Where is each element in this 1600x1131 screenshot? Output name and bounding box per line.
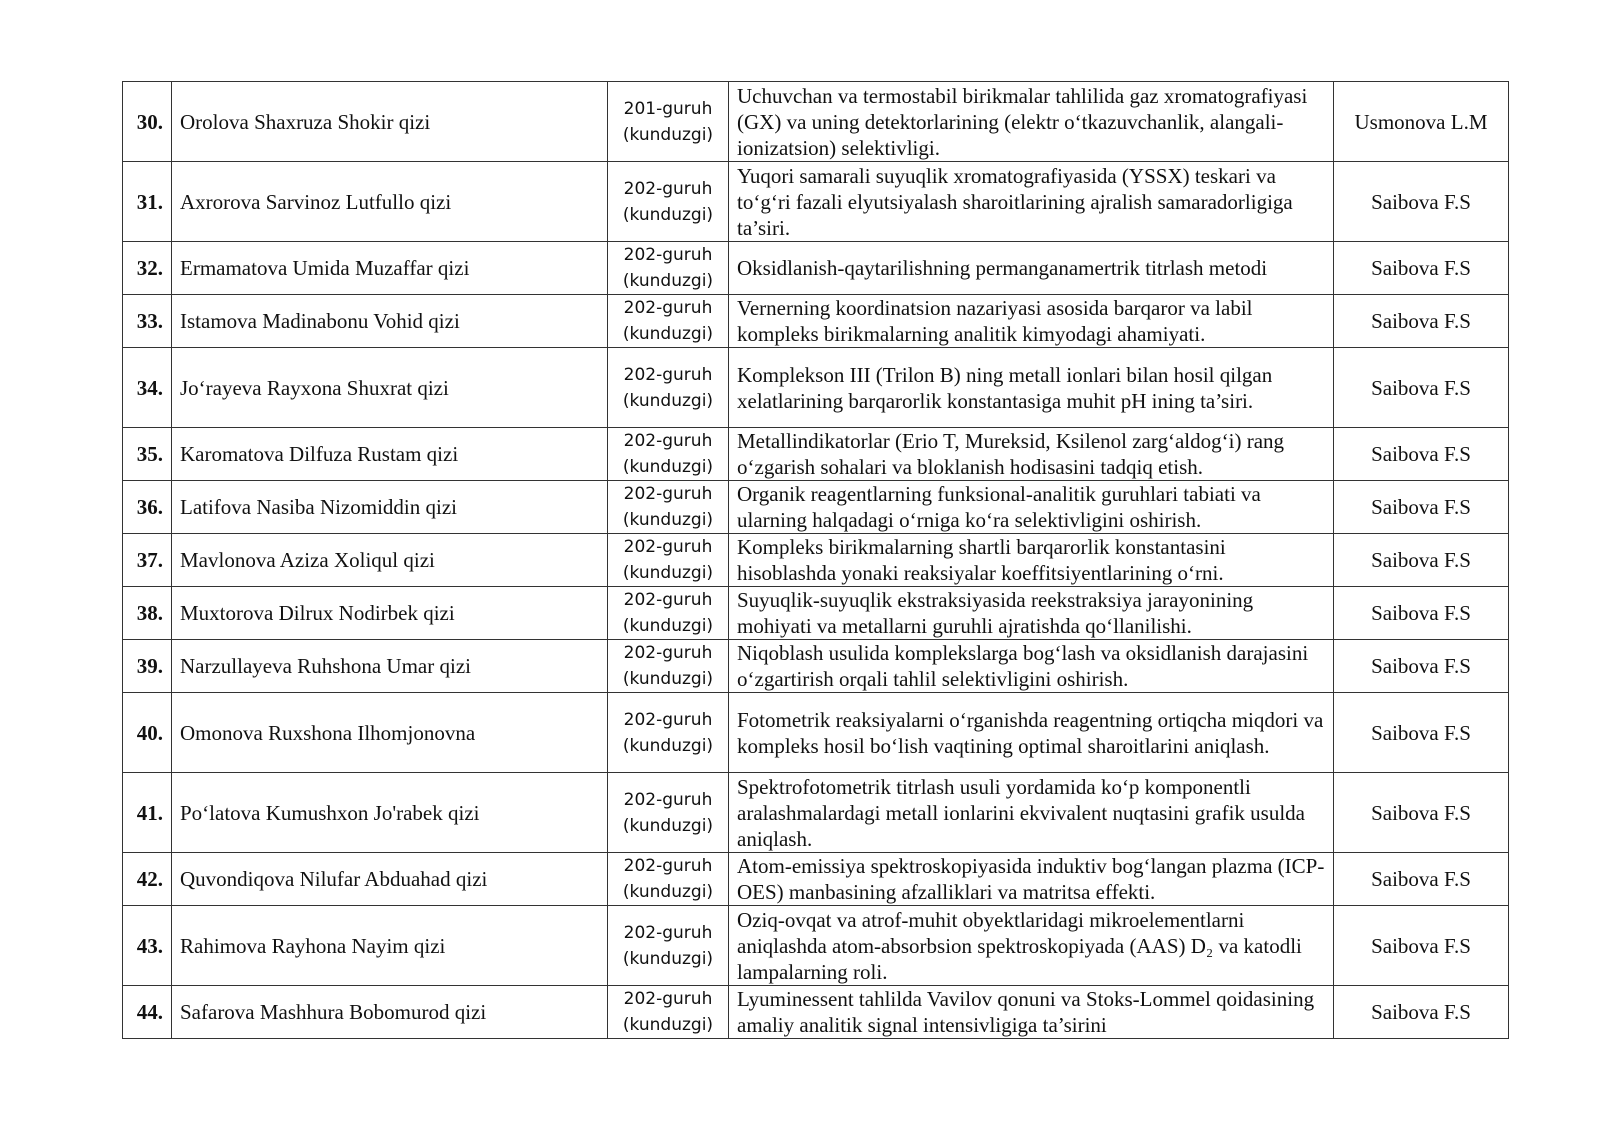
row-number: 34.: [123, 348, 172, 428]
supervisor-name: Usmonova L.M: [1334, 82, 1509, 162]
thesis-topic: Niqoblash usulida komplekslarga bog‘lash va oksidlanish darajasini o‘zgartirish orqali tahlil selektivligini oshirish.: [729, 640, 1334, 693]
thesis-topic: Fotometrik reaksiyalarni o‘rganishda reagentning ortiqcha miqdori va kompleks hosil bo‘lish vaqtining optimal sharoitlarini aniqlash.: [729, 693, 1334, 773]
student-name: Rahimova Rayhona Nayim qizi: [172, 906, 608, 986]
student-name: Ermamatova Umida Muzaffar qizi: [172, 242, 608, 295]
table-row: [123, 162, 1509, 242]
group-cell: [608, 242, 729, 295]
group-label: 201-guruh: [623, 98, 713, 119]
group-cell: [608, 428, 729, 481]
group-label: 202-guruh: [623, 590, 713, 610]
group-label: 202-guruh: [623, 484, 713, 504]
thesis-topic: Yuqori samarali suyuqlik xromatografiyasida (YSSX) teskari va to‘g‘ri fazali elyutsiyalash sharoitlarining ajralish samaradorligiga ta’siri.: [729, 162, 1334, 242]
group-cell: [608, 348, 729, 428]
row-number: 41.: [123, 773, 172, 853]
table-row: [123, 773, 1509, 853]
thesis-topic: Oksidlanish-qaytarilishning permanganamertrik titrlash metodi: [729, 242, 1334, 295]
thesis-topic: Oziq-ovqat va atrof-muhit obyektlaridagi mikroelementlarni aniqlashda atom-absorbsion spektroskopiyada (AAS) D₂ va katodli lampalarning roli.: [729, 906, 1334, 986]
group-label: 202-guruh: [623, 922, 713, 943]
supervisor-name: Saibova F.S: [1334, 534, 1509, 587]
study-mode: (kunduzgi): [622, 948, 714, 969]
group-cell: [608, 534, 729, 587]
student-name: Axrorova Sarvinoz Lutfullo qizi: [172, 162, 608, 242]
thesis-topic: Spektrofotometrik titrlash usuli yordamida ko‘p komponentli aralashmalardagi metall ionlarini ekvivalent nuqtasini grafik usulda aniqlash.: [729, 773, 1334, 853]
table-row: [123, 587, 1509, 640]
group-cell: [608, 693, 729, 773]
row-number: 39.: [123, 640, 172, 693]
table-row: [123, 428, 1509, 481]
study-mode: (kunduzgi): [622, 271, 714, 291]
table-row: [123, 348, 1509, 428]
row-number: 43.: [123, 906, 172, 986]
supervisor-name: Saibova F.S: [1334, 853, 1509, 906]
thesis-topic: Metallindikatorlar (Erio T, Mureksid, Ksilenol zarg‘aldog‘i) rang o‘zgarish sohalari va bloklanish hodisasini tadqiq etish.: [729, 428, 1334, 481]
group-label: 202-guruh: [623, 709, 713, 730]
study-mode: (kunduzgi): [622, 616, 714, 636]
table-row: [123, 906, 1509, 986]
thesis-topic: Komplekson III (Trilon B) ning metall ionlari bilan hosil qilgan xelatlarining barqarorlik konstantasiga muhit pH ining ta’siri.: [729, 348, 1334, 428]
table-row: [123, 242, 1509, 295]
supervisor-name: Saibova F.S: [1334, 162, 1509, 242]
group-cell: [608, 82, 729, 162]
group-cell: [608, 162, 729, 242]
group-label: 202-guruh: [623, 431, 713, 451]
table-row: [123, 481, 1509, 534]
table-row: [123, 295, 1509, 348]
group-label: 202-guruh: [623, 298, 713, 318]
study-mode: (kunduzgi): [622, 124, 714, 145]
thesis-topic: Atom-emissiya spektroskopiyasida induktiv bog‘langan plazma (ICP-OES) manbasining afzalliklari va matritsa effekti.: [729, 853, 1334, 906]
group-cell: [608, 906, 729, 986]
group-label: 202-guruh: [623, 856, 713, 876]
group-label: 202-guruh: [623, 537, 713, 557]
row-number: 40.: [123, 693, 172, 773]
study-mode: (kunduzgi): [622, 1015, 714, 1035]
study-mode: (kunduzgi): [622, 882, 714, 902]
student-name: Orolova Shaxruza Shokir qizi: [172, 82, 608, 162]
group-label: 202-guruh: [623, 364, 713, 385]
group-label: 202-guruh: [623, 789, 713, 810]
table-row: [123, 986, 1509, 1039]
row-number: 37.: [123, 534, 172, 587]
row-number: 31.: [123, 162, 172, 242]
row-number: 42.: [123, 853, 172, 906]
group-cell: [608, 853, 729, 906]
student-name: Latifova Nasiba Nizomiddin qizi: [172, 481, 608, 534]
row-number: 30.: [123, 82, 172, 162]
study-mode: (kunduzgi): [622, 390, 714, 411]
student-name: Istamova Madinabonu Vohid qizi: [172, 295, 608, 348]
student-name: Omonova Ruxshona Ilhomjonovna: [172, 693, 608, 773]
group-label: 202-guruh: [623, 989, 713, 1009]
thesis-topics-table: [122, 81, 1509, 1039]
group-cell: [608, 587, 729, 640]
supervisor-name: Saibova F.S: [1334, 348, 1509, 428]
row-number: 33.: [123, 295, 172, 348]
study-mode: (kunduzgi): [622, 735, 714, 756]
student-name: Narzullayeva Ruhshona Umar qizi: [172, 640, 608, 693]
group-cell: [608, 986, 729, 1039]
student-name: Jo‘rayeva Rayxona Shuxrat qizi: [172, 348, 608, 428]
supervisor-name: Saibova F.S: [1334, 481, 1509, 534]
group-cell: [608, 640, 729, 693]
student-name: Muxtorova Dilrux Nodirbek qizi: [172, 587, 608, 640]
supervisor-name: Saibova F.S: [1334, 242, 1509, 295]
student-name: Mavlonova Aziza Xoliqul qizi: [172, 534, 608, 587]
study-mode: (kunduzgi): [622, 563, 714, 583]
row-number: 32.: [123, 242, 172, 295]
study-mode: (kunduzgi): [622, 457, 714, 477]
thesis-topic: Organik reagentlarning funksional-analitik guruhlari tabiati va ularning halqadagi o‘rniga ko‘ra selektivligini oshirish.: [729, 481, 1334, 534]
supervisor-name: Saibova F.S: [1334, 693, 1509, 773]
supervisor-name: Saibova F.S: [1334, 428, 1509, 481]
thesis-topic: Uchuvchan va termostabil birikmalar tahlilida gaz xromatografiyasi (GX) va uning detektorlarining (elektr o‘tkazuvchanlik, alangali-ionizatsion) selektivligi.: [729, 82, 1334, 162]
group-cell: [608, 295, 729, 348]
group-label: 202-guruh: [623, 245, 713, 265]
table-row: [123, 82, 1509, 162]
group-label: 202-guruh: [623, 643, 713, 663]
supervisor-name: Saibova F.S: [1334, 640, 1509, 693]
study-mode: (kunduzgi): [622, 510, 714, 530]
thesis-topic: Vernerning koordinatsion nazariyasi asosida barqaror va labil kompleks birikmalarning analitik kimyodagi ahamiyati.: [729, 295, 1334, 348]
study-mode: (kunduzgi): [622, 324, 714, 344]
thesis-topic: Kompleks birikmalarning shartli barqarorlik konstantasini hisoblashda yonaki reaksiyalar koeffitsiyentlarining o‘rni.: [729, 534, 1334, 587]
supervisor-name: Saibova F.S: [1334, 587, 1509, 640]
table-row: [123, 693, 1509, 773]
supervisor-name: Saibova F.S: [1334, 906, 1509, 986]
group-cell: [608, 773, 729, 853]
thesis-topic: Suyuqlik-suyuqlik ekstraksiyasida reekstraksiya jarayonining mohiyati va metallarni guruhli ajratishda qo‘llanilishi.: [729, 587, 1334, 640]
row-number: 44.: [123, 986, 172, 1039]
supervisor-name: Saibova F.S: [1334, 986, 1509, 1039]
study-mode: (kunduzgi): [622, 669, 714, 689]
group-cell: [608, 481, 729, 534]
student-name: Safarova Mashhura Bobomurod qizi: [172, 986, 608, 1039]
table-row: [123, 853, 1509, 906]
row-number: 36.: [123, 481, 172, 534]
study-mode: (kunduzgi): [622, 204, 714, 225]
student-name: Quvondiqova Nilufar Abduahad qizi: [172, 853, 608, 906]
row-number: 38.: [123, 587, 172, 640]
table-row: [123, 534, 1509, 587]
student-name: Po‘latova Kumushxon Jo'rabek qizi: [172, 773, 608, 853]
table-row: [123, 640, 1509, 693]
thesis-topic: Lyuminessent tahlilda Vavilov qonuni va Stoks-Lommel qoidasining amaliy analitik signal intensivligiga ta’sirini: [729, 986, 1334, 1039]
study-mode: (kunduzgi): [622, 815, 714, 836]
student-name: Karomatova Dilfuza Rustam qizi: [172, 428, 608, 481]
supervisor-name: Saibova F.S: [1334, 773, 1509, 853]
supervisor-name: Saibova F.S: [1334, 295, 1509, 348]
row-number: 35.: [123, 428, 172, 481]
group-label: 202-guruh: [623, 178, 713, 199]
table-body: [123, 82, 1509, 1039]
